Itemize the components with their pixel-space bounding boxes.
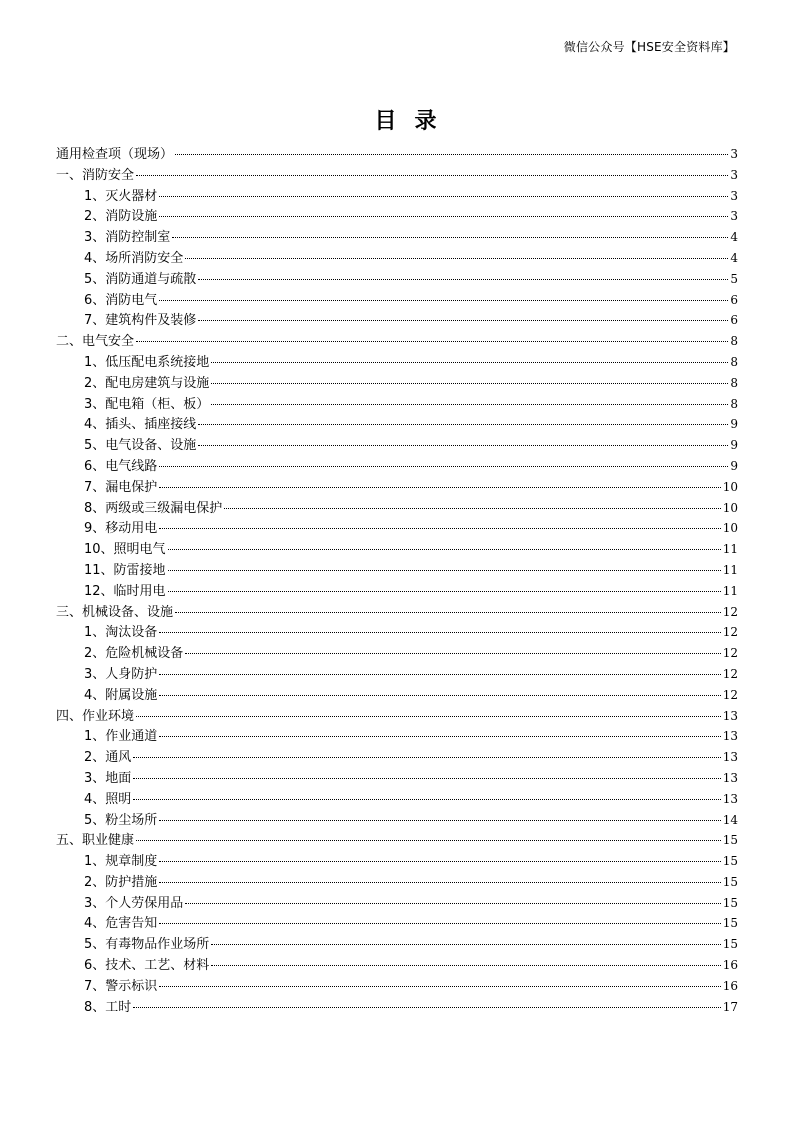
toc-dot-leader — [159, 860, 720, 862]
toc-entry-title: 一、消防安全 — [56, 167, 135, 183]
toc-page-number: 5 — [730, 271, 738, 286]
toc-entry[interactable] — [56, 435, 738, 456]
toc-entry[interactable] — [56, 539, 738, 560]
toc-entry-title: 2、危险机械设备 — [84, 646, 184, 662]
toc-page-number: 15 — [722, 916, 738, 931]
toc-entry-title: 四、作业环境 — [56, 708, 135, 724]
toc-page-number: 3 — [730, 209, 738, 224]
toc-page-number: 13 — [722, 708, 738, 723]
toc-entry-title: 通用检查项（现场） — [56, 147, 174, 162]
toc-page-number: 3 — [730, 147, 738, 161]
toc-entry[interactable] — [56, 144, 738, 165]
toc-entry-title: 4、照明 — [84, 791, 132, 807]
toc-page-number: 13 — [722, 770, 738, 785]
toc-dot-leader — [159, 673, 720, 675]
table-of-contents — [56, 144, 738, 1017]
toc-page-number: 17 — [722, 999, 738, 1014]
toc-dot-leader — [175, 153, 728, 155]
toc-page-number: 15 — [722, 895, 738, 910]
toc-entry-title: 5、电气设备、设施 — [84, 438, 197, 454]
toc-entry[interactable] — [56, 227, 738, 248]
toc-entry[interactable] — [56, 602, 738, 623]
toc-entry-title: 11、防雷接地 — [84, 562, 166, 578]
toc-page-number: 9 — [730, 417, 738, 432]
toc-page-number: 12 — [722, 666, 738, 681]
toc-page-number: 16 — [722, 958, 738, 973]
toc-entry-title: 3、地面 — [84, 770, 132, 786]
toc-dot-leader — [211, 382, 728, 384]
toc-dot-leader — [159, 985, 720, 987]
toc-page-number: 10 — [722, 521, 738, 536]
toc-entry[interactable] — [56, 456, 738, 477]
toc-entry[interactable] — [56, 830, 738, 851]
header-note: 微信公众号【HSE安全资料库】 — [563, 40, 735, 54]
toc-entry[interactable] — [56, 789, 738, 810]
toc-page-number: 12 — [722, 687, 738, 702]
toc-dot-leader — [159, 631, 720, 633]
toc-entry-title: 5、消防通道与疏散 — [84, 271, 197, 287]
toc-page-number: 4 — [730, 230, 738, 245]
toc-entry-title: 4、插头、插座接线 — [84, 417, 197, 433]
toc-entry-title: 3、人身防护 — [84, 666, 158, 682]
toc-entry[interactable] — [56, 851, 738, 872]
toc-entry[interactable] — [56, 518, 738, 539]
toc-entry-title: 8、工时 — [84, 999, 132, 1015]
toc-page-number: 11 — [722, 583, 738, 598]
toc-dot-leader — [185, 652, 720, 654]
toc-dot-leader — [211, 403, 728, 405]
toc-entry-title: 3、配电箱（柜、板） — [84, 396, 210, 412]
toc-page-number: 9 — [730, 458, 738, 473]
toc-entry[interactable] — [56, 269, 738, 290]
toc-entry-title: 五、职业健康 — [56, 833, 135, 849]
toc-entry[interactable] — [56, 186, 738, 207]
toc-entry-title: 9、移动用电 — [84, 521, 158, 537]
toc-entry-title: 7、建筑构件及装修 — [84, 313, 197, 329]
toc-entry[interactable] — [56, 206, 738, 227]
toc-entry[interactable] — [56, 955, 738, 976]
toc-entry-title: 6、消防电气 — [84, 292, 158, 308]
toc-dot-leader — [185, 902, 720, 904]
toc-dot-leader — [136, 839, 721, 841]
toc-page-number: 8 — [730, 354, 738, 369]
toc-entry-title: 4、危害告知 — [84, 916, 158, 932]
toc-entry-title: 二、电气安全 — [56, 334, 135, 350]
toc-entry-title: 5、有毒物品作业场所 — [84, 937, 210, 953]
toc-entry-title: 2、消防设施 — [84, 209, 158, 225]
toc-entry[interactable] — [56, 414, 738, 435]
toc-entry[interactable] — [56, 810, 738, 831]
toc-dot-leader — [159, 195, 728, 197]
toc-entry[interactable] — [56, 706, 738, 727]
toc-entry-title: 7、漏电保护 — [84, 479, 158, 495]
toc-page-number: 11 — [722, 542, 738, 557]
toc-dot-leader — [198, 278, 728, 280]
toc-entry[interactable] — [56, 310, 738, 331]
toc-entry[interactable] — [56, 352, 738, 373]
toc-page-number: 10 — [722, 500, 738, 515]
toc-entry[interactable] — [56, 664, 738, 685]
toc-page-number: 12 — [722, 604, 738, 619]
toc-page-number: 15 — [722, 833, 738, 848]
toc-entry[interactable] — [56, 934, 738, 955]
toc-entry[interactable] — [56, 560, 738, 581]
toc-dot-leader — [136, 340, 728, 342]
toc-page-number: 15 — [722, 874, 738, 889]
toc-entry-title: 2、防护措施 — [84, 874, 158, 890]
toc-entry[interactable] — [56, 913, 738, 934]
toc-entry[interactable] — [56, 498, 738, 519]
toc-page-number: 13 — [722, 729, 738, 744]
toc-entry-title: 1、淘汰设备 — [84, 625, 158, 641]
toc-dot-leader — [198, 423, 728, 425]
toc-entry[interactable] — [56, 768, 738, 789]
toc-entry[interactable] — [56, 477, 738, 498]
toc-page-number: 13 — [722, 791, 738, 806]
toc-dot-leader — [198, 319, 728, 321]
toc-dot-leader — [172, 236, 728, 238]
toc-dot-leader — [133, 798, 720, 800]
toc-page-number: 12 — [722, 625, 738, 640]
toc-page-number: 6 — [730, 292, 738, 307]
toc-dot-leader — [133, 777, 720, 779]
toc-dot-leader — [175, 611, 721, 613]
toc-page-number: 10 — [722, 479, 738, 494]
toc-page-number: 6 — [730, 313, 738, 328]
toc-entry[interactable] — [56, 976, 738, 997]
toc-page-number: 14 — [722, 812, 738, 827]
toc-page-number: 15 — [722, 854, 738, 869]
toc-entry-title: 1、低压配电系统接地 — [84, 354, 210, 370]
toc-page-number: 8 — [730, 334, 738, 349]
toc-entry[interactable] — [56, 394, 738, 415]
toc-entry-title: 1、灭火器材 — [84, 188, 158, 204]
toc-dot-leader — [159, 486, 720, 488]
toc-entry[interactable] — [56, 893, 738, 914]
toc-page-number: 8 — [730, 375, 738, 390]
toc-entry[interactable] — [56, 290, 738, 311]
toc-entry[interactable] — [56, 248, 738, 269]
toc-page-number: 3 — [730, 167, 738, 182]
toc-dot-leader — [159, 299, 728, 301]
toc-page-number: 3 — [730, 188, 738, 203]
toc-entry[interactable] — [56, 872, 738, 893]
toc-entry[interactable] — [56, 373, 738, 394]
toc-entry-title: 2、配电房建筑与设施 — [84, 375, 210, 391]
toc-page-number: 8 — [730, 396, 738, 411]
toc-entry-title: 3、消防控制室 — [84, 230, 171, 246]
toc-entry[interactable] — [56, 643, 738, 664]
toc-page-number: 9 — [730, 438, 738, 453]
toc-entry-title: 6、电气线路 — [84, 458, 158, 474]
toc-entry-title: 1、作业通道 — [84, 729, 158, 745]
toc-entry-title: 1、规章制度 — [84, 854, 158, 870]
toc-entry-title: 三、机械设备、设施 — [56, 604, 174, 620]
toc-entry-title: 12、临时用电 — [84, 583, 166, 599]
toc-dot-leader — [159, 465, 728, 467]
toc-entry[interactable] — [56, 997, 738, 1018]
toc-dot-leader — [159, 527, 720, 529]
toc-page-number: 12 — [722, 646, 738, 661]
toc-dot-leader — [168, 548, 721, 550]
toc-entry[interactable] — [56, 331, 738, 352]
toc-page-number: 4 — [730, 250, 738, 265]
toc-dot-leader — [211, 361, 728, 363]
toc-entry-title: 6、技术、工艺、材料 — [84, 958, 210, 974]
toc-page-number: 15 — [722, 937, 738, 952]
toc-dot-leader — [159, 881, 720, 883]
toc-dot-leader — [136, 715, 721, 717]
toc-page-number: 11 — [722, 562, 738, 577]
toc-dot-leader — [198, 444, 728, 446]
toc-dot-leader — [168, 590, 721, 592]
toc-dot-leader — [211, 943, 720, 945]
toc-dot-leader — [159, 694, 720, 696]
toc-entry-title: 4、场所消防安全 — [84, 250, 184, 266]
toc-entry[interactable] — [56, 726, 738, 747]
toc-entry-title: 3、个人劳保用品 — [84, 895, 184, 911]
toc-entry[interactable] — [56, 685, 738, 706]
toc-entry[interactable] — [56, 581, 738, 602]
page-title: 目录 — [374, 109, 455, 134]
toc-entry-title: 2、通风 — [84, 750, 132, 766]
toc-entry-title: 10、照明电气 — [84, 542, 166, 558]
toc-entry-title: 8、两级或三级漏电保护 — [84, 500, 223, 516]
toc-dot-leader — [224, 507, 720, 509]
toc-dot-leader — [159, 735, 720, 737]
toc-dot-leader — [159, 922, 720, 924]
toc-dot-leader — [185, 257, 728, 259]
toc-entry-title: 4、附属设施 — [84, 687, 158, 703]
toc-entry-title: 5、粉尘场所 — [84, 812, 158, 828]
toc-dot-leader — [136, 174, 728, 176]
toc-entry[interactable] — [56, 747, 738, 768]
toc-entry-title: 7、警示标识 — [84, 978, 158, 994]
toc-dot-leader — [168, 569, 721, 571]
toc-entry[interactable] — [56, 622, 738, 643]
toc-dot-leader — [159, 215, 728, 217]
toc-page-number: 16 — [722, 978, 738, 993]
toc-entry[interactable] — [56, 165, 738, 186]
toc-dot-leader — [159, 819, 720, 821]
toc-dot-leader — [211, 964, 720, 966]
toc-dot-leader — [133, 756, 720, 758]
toc-page-number: 13 — [722, 750, 738, 765]
toc-dot-leader — [133, 1006, 720, 1008]
